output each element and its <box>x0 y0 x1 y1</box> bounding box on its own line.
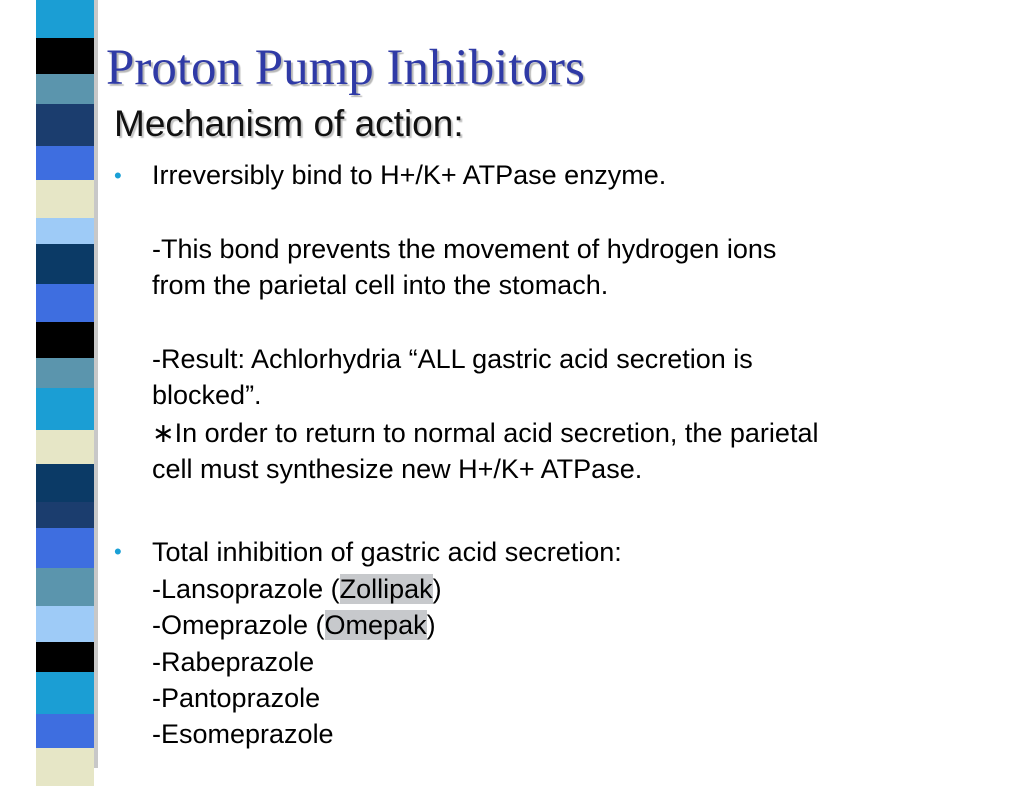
drug-name: -Lansoprazole ( <box>152 574 340 604</box>
stripe-segment <box>36 74 94 104</box>
stripe-segment <box>36 568 94 606</box>
stripe-segment <box>36 0 94 38</box>
stripe-segment <box>36 38 94 74</box>
stripe-segment <box>36 284 94 322</box>
stripe-segment <box>36 180 94 218</box>
drug-suffix: ) <box>426 610 436 640</box>
stripe-segment <box>36 218 94 244</box>
drug-suffix: ) <box>432 574 442 604</box>
slide-subtitle: Mechanism of action: <box>114 103 464 144</box>
stripe-edge <box>94 0 98 768</box>
bullet-1-line-4: -Result: Achlorhydria “ALL gastric acid secretion is <box>152 344 753 374</box>
drug-item-esomeprazole: -Esomeprazole <box>152 719 334 749</box>
bullet-1-line-6: ∗In order to return to normal acid secretion, the parietal <box>152 418 819 448</box>
bullet-icon: • <box>114 539 122 564</box>
stripe-segment <box>36 642 94 672</box>
decorative-stripe <box>36 0 94 768</box>
stripe-segment <box>36 322 94 358</box>
drug-item-pantoprazole: -Pantoprazole <box>152 683 321 713</box>
stripe-segment <box>36 748 94 786</box>
stripe-segment <box>36 714 94 748</box>
stripe-segment <box>36 502 94 528</box>
drug-item-lansoprazole <box>152 571 442 607</box>
stripe-segment <box>36 430 94 464</box>
stripe-segment <box>36 672 94 714</box>
bullet-icon: • <box>114 163 122 188</box>
bullet-1-line-1: Irreversibly bind to H+/K+ ATPase enzyme. <box>152 160 667 190</box>
stripe-segment <box>36 358 94 388</box>
stripe-segment <box>36 528 94 568</box>
stripe-segment <box>36 606 94 642</box>
slide-title: Proton Pump Inhibitors <box>106 40 585 96</box>
drug-item-rabeprazole: -Rabeprazole <box>152 647 315 677</box>
bullet-2-intro: Total inhibition of gastric acid secretion: <box>152 537 622 567</box>
bullet-1-line-2: -This bond prevents the movement of hydrogen ions <box>152 234 777 264</box>
stripe-segment <box>36 388 94 430</box>
stripe-segment <box>36 244 94 284</box>
bullet-1-line-7: cell must synthesize new H+/K+ ATPase. <box>152 454 643 484</box>
drug-name: -Omeprazole ( <box>152 610 325 640</box>
bullet-1-line-3: from the parietal cell into the stomach. <box>152 270 609 300</box>
brand-name-highlight: Omepak <box>324 610 427 640</box>
stripe-segment <box>36 104 94 146</box>
drug-item-omeprazole <box>152 607 436 643</box>
stripe-segment <box>36 146 94 180</box>
bullet-1-line-5: blocked”. <box>152 380 262 410</box>
stripe-segment <box>36 464 94 502</box>
brand-name-highlight: Zollipak <box>339 574 433 604</box>
